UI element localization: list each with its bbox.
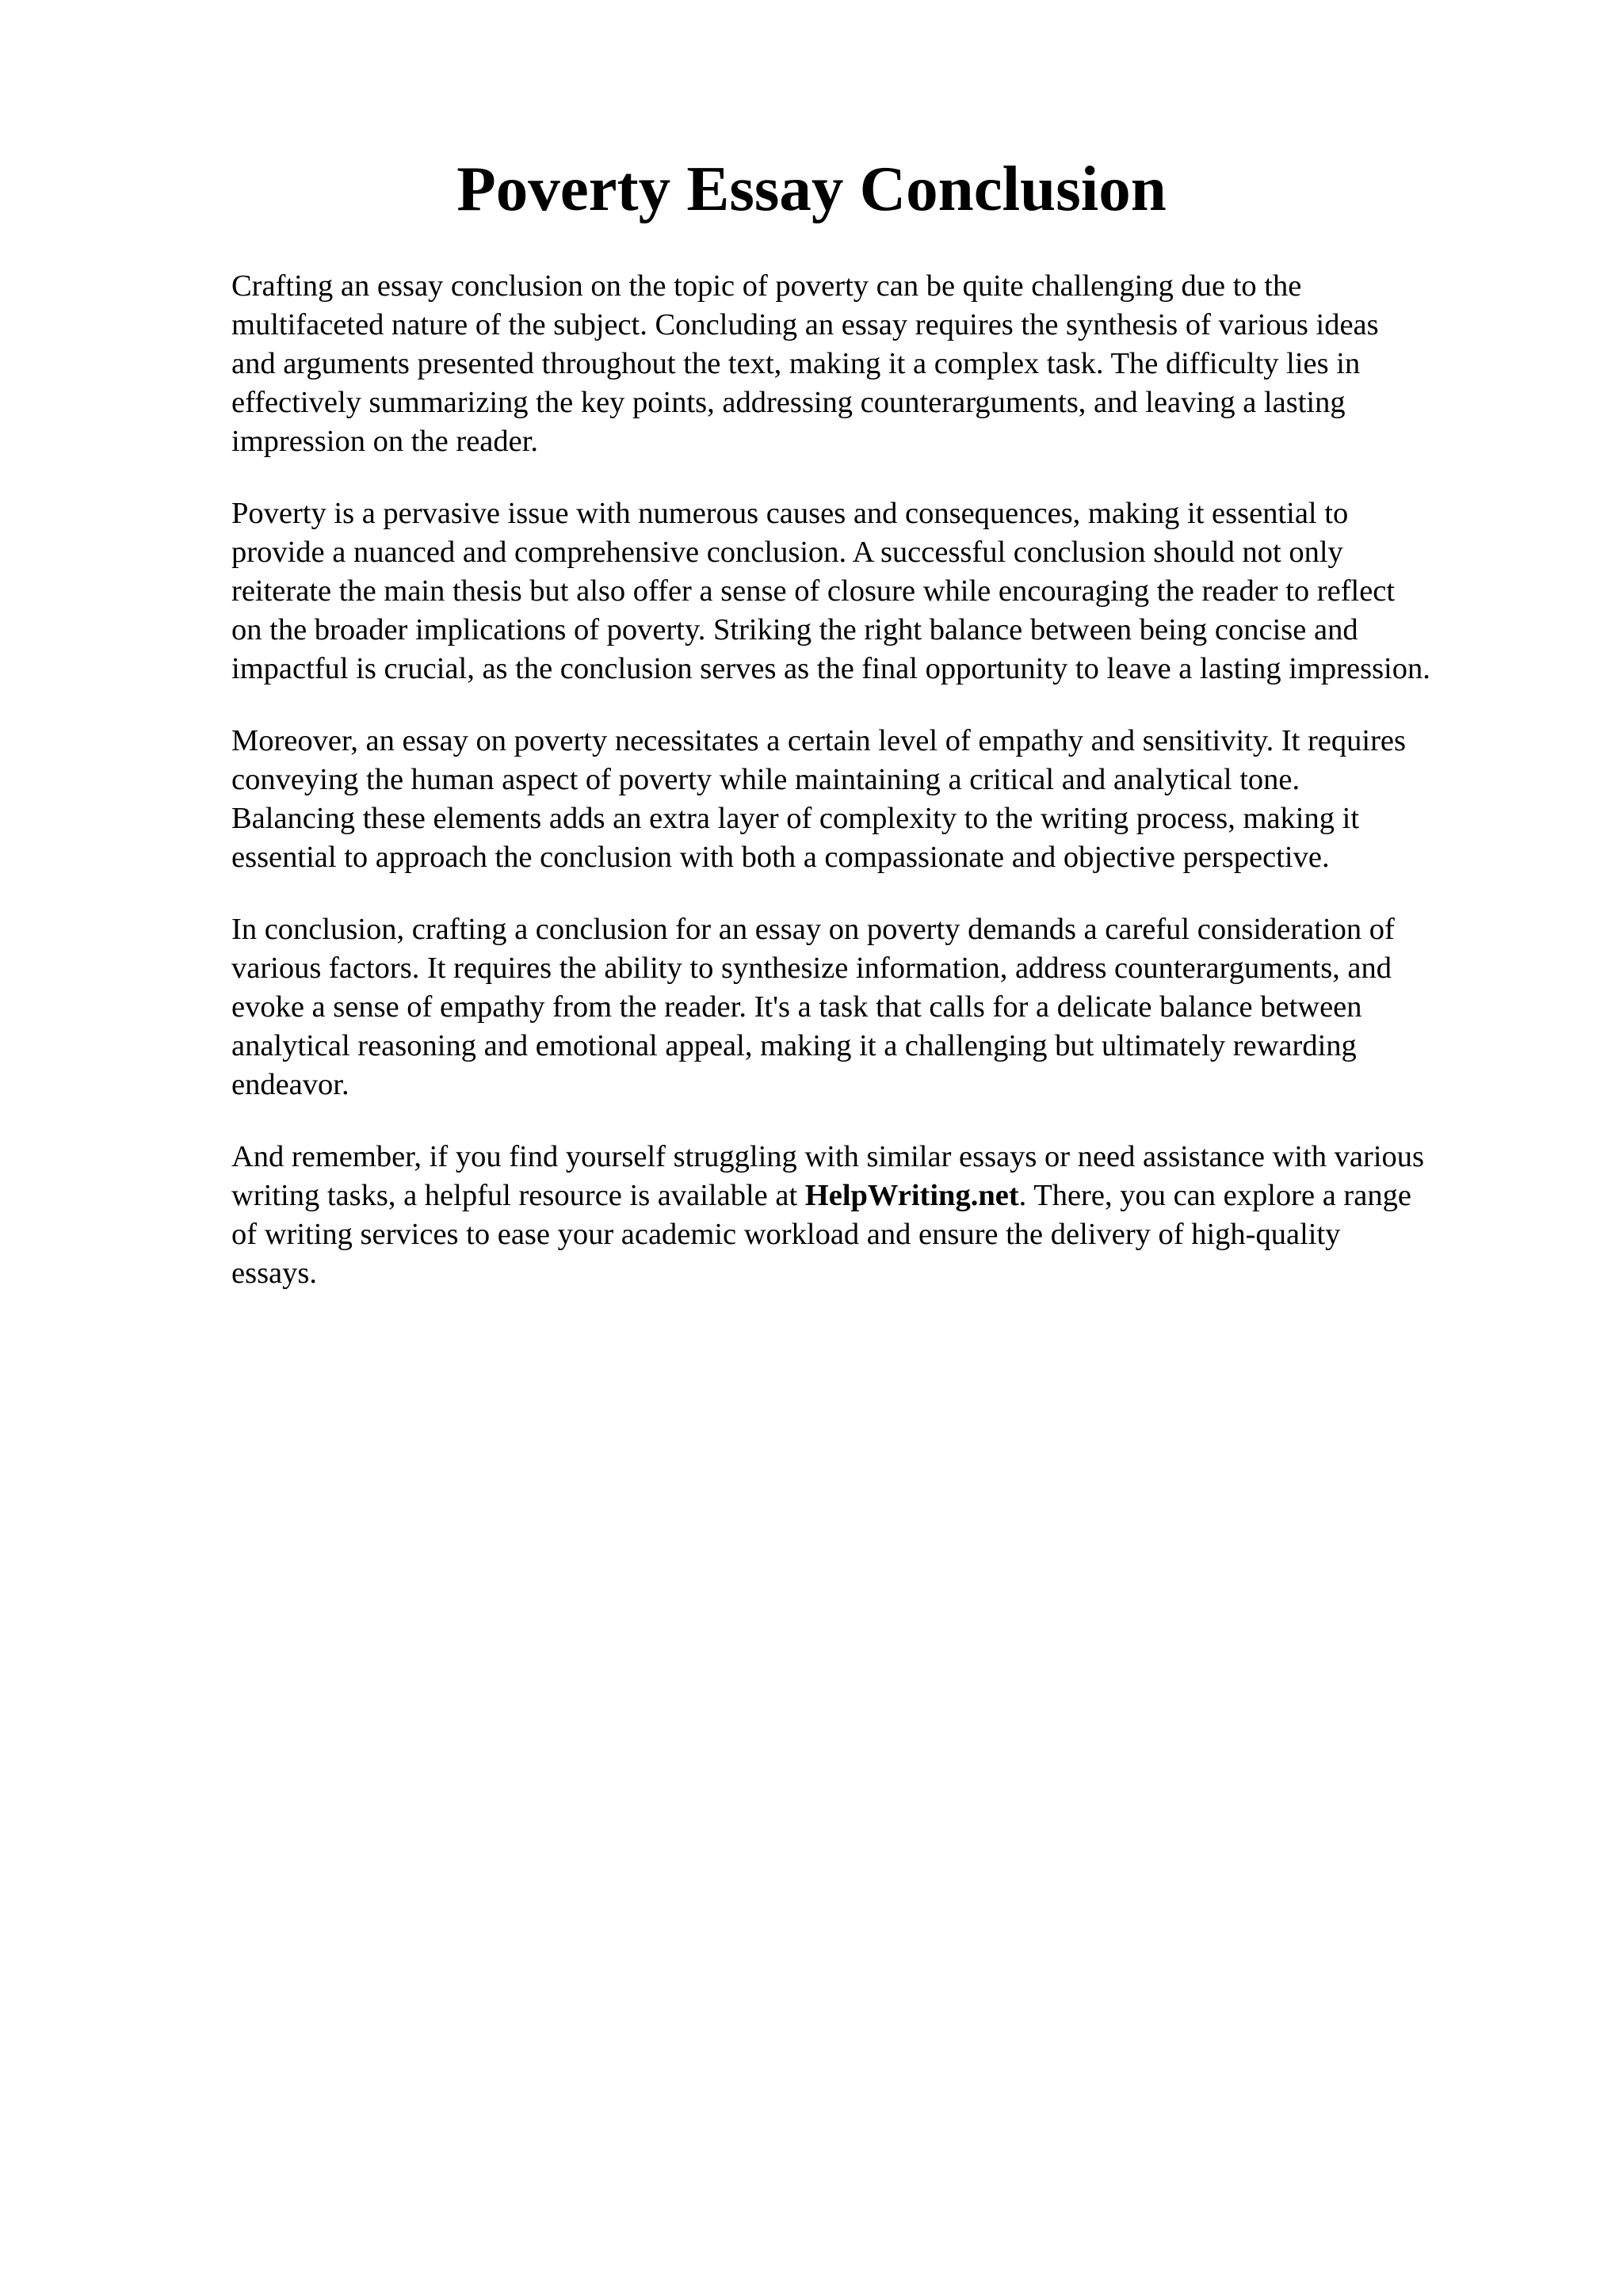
paragraph-line: analytical reasoning and emotional appeal, making it a challenging but ultimately rewarding — [231, 1029, 1357, 1062]
paragraph-line-with-link — [231, 1177, 1531, 1215]
document-title: Poverty Essay Conclusion — [456, 153, 1167, 224]
paragraph-2 — [231, 494, 1531, 688]
paragraph-line: provide a nuanced and comprehensive conclusion. A successful conclusion should not only — [231, 536, 1343, 569]
paragraph-line: Balancing these elements adds an extra layer of complexity to the writing process, making it — [231, 802, 1360, 835]
paragraph-text: writing tasks, a helpful resource is available at — [231, 1179, 805, 1212]
paragraph-line: impression on the reader. — [231, 425, 539, 458]
paragraph-line: And remember, if you find yourself struggling with similar essays or need assistance with various — [231, 1140, 1424, 1173]
paragraph-line: of writing services to ease your academic workload and ensure the delivery of high-quality — [231, 1218, 1341, 1251]
paragraph-line: on the broader implications of poverty. Striking the right balance between being concise and — [231, 613, 1358, 646]
paragraph-line: impactful is crucial, as the conclusion serves as the final opportunity to leave a lasting impression. — [231, 652, 1430, 685]
helpwriting-link[interactable]: HelpWriting.net — [804, 1179, 1019, 1212]
paragraph-line: effectively summarizing the key points, addressing counterarguments, and leaving a lasting — [231, 386, 1346, 419]
paragraph-line: Crafting an essay conclusion on the topic of poverty can be quite challenging due to the — [231, 269, 1302, 303]
paragraph-line: In conclusion, crafting a conclusion for an essay on poverty demands a careful consideration of — [231, 913, 1395, 946]
paragraph-line: conveying the human aspect of poverty while maintaining a critical and analytical tone. — [231, 763, 1300, 796]
paragraph-line: and arguments presented throughout the text, making it a complex task. The difficulty lies in — [231, 347, 1361, 380]
document-body — [231, 267, 1531, 1326]
paragraph-line: essays. — [231, 1257, 317, 1290]
paragraph-4 — [231, 910, 1531, 1104]
paragraph-line: various factors. It requires the ability to synthesize information, address counterarguments, and — [231, 952, 1392, 985]
paragraph-5 — [231, 1138, 1531, 1293]
paragraph-line: multifaceted nature of the subject. Concluding an essay requires the synthesis of various ideas — [231, 308, 1379, 341]
paragraph-line: reiterate the main thesis but also offer a sense of closure while encouraging the reader to reflect — [231, 574, 1396, 608]
paragraph-line: Moreover, an essay on poverty necessitates a certain level of empathy and sensitivity. It requires — [231, 724, 1406, 757]
paragraph-line: evoke a sense of empathy from the reader. It's a task that calls for a delicate balance between — [231, 990, 1362, 1024]
paragraph-text: . There, you can explore a range — [1018, 1179, 1411, 1212]
paragraph-1 — [231, 267, 1531, 461]
paragraph-line: essential to approach the conclusion with both a compassionate and objective perspective. — [231, 841, 1330, 874]
paragraph-3 — [231, 722, 1531, 877]
paragraph-line: Poverty is a pervasive issue with numerous causes and consequences, making it essential to — [231, 497, 1349, 530]
paragraph-line: endeavor. — [231, 1068, 349, 1101]
